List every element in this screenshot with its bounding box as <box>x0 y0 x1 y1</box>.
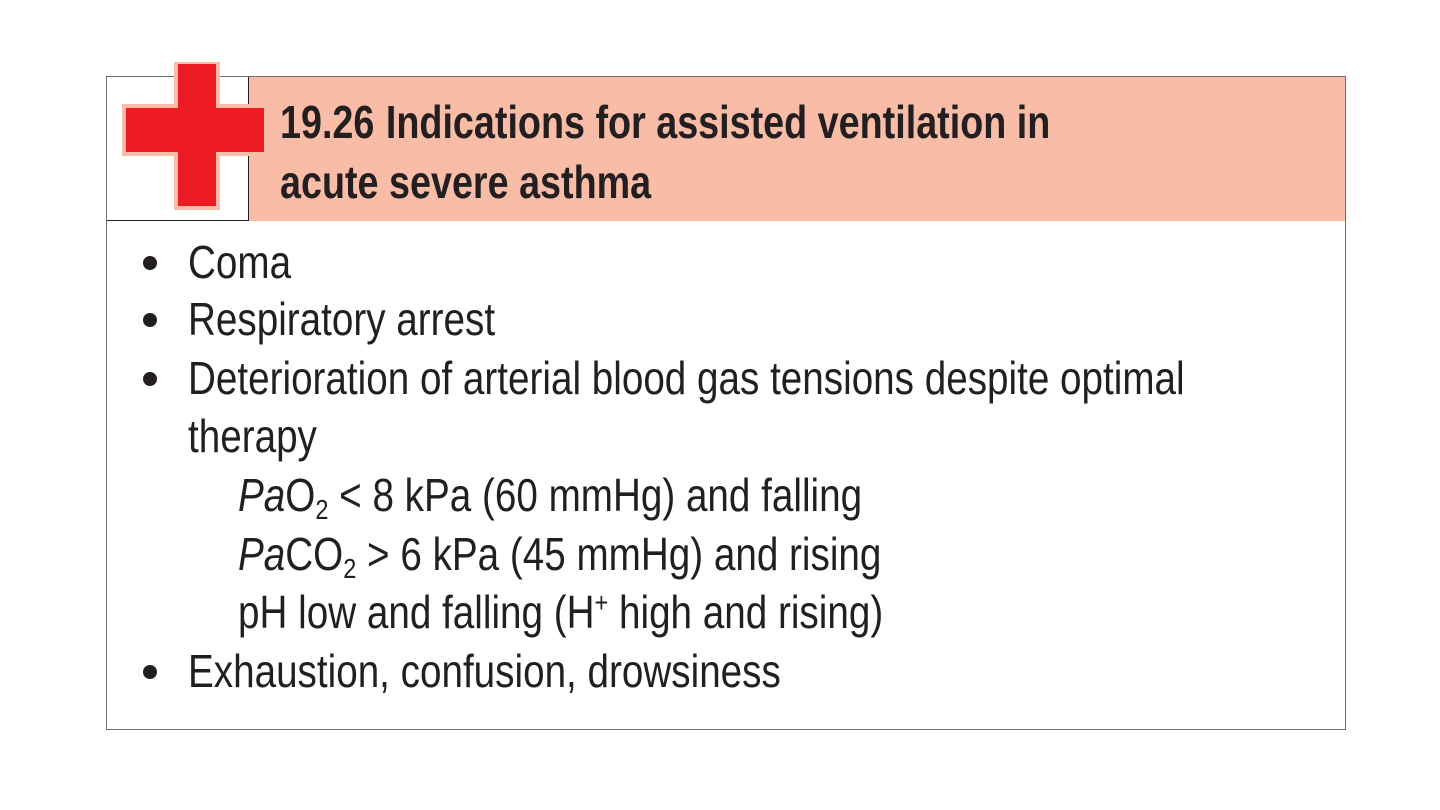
list-item-coma: Coma <box>188 236 292 288</box>
list-item-respiratory-arrest: Respiratory arrest <box>188 293 496 345</box>
ph-text-before: pH low and falling (H <box>238 586 595 638</box>
pao2-prefix: Pa <box>238 469 286 521</box>
box-number: 19.26 <box>280 96 375 148</box>
red-cross-icon <box>120 62 270 210</box>
list-item-exhaustion: Exhaustion, confusion, drowsiness <box>188 645 781 697</box>
ph-superscript: + <box>594 587 609 618</box>
list-item-deterioration-continued: therapy <box>188 410 317 462</box>
pao2-gas: O <box>285 469 316 521</box>
list-item-deterioration: Deterioration of arterial blood gas tensions despite optimal <box>188 352 1185 404</box>
title-line-2: acute severe asthma <box>280 156 652 208</box>
ph-text-after: high and rising) <box>608 586 884 638</box>
pao2-text: < 8 kPa (60 mmHg) and falling <box>328 469 863 521</box>
box-title <box>280 92 1067 212</box>
paco2-subscript: 2 <box>343 553 357 584</box>
paco2-text: > 6 kPa (45 mmHg) and rising <box>356 528 882 580</box>
paco2-prefix: Pa <box>238 528 286 580</box>
paco2-gas: CO <box>285 528 344 580</box>
title-line-1: Indications for assisted ventilation in <box>385 96 1051 148</box>
pao2-subscript: 2 <box>315 494 329 525</box>
